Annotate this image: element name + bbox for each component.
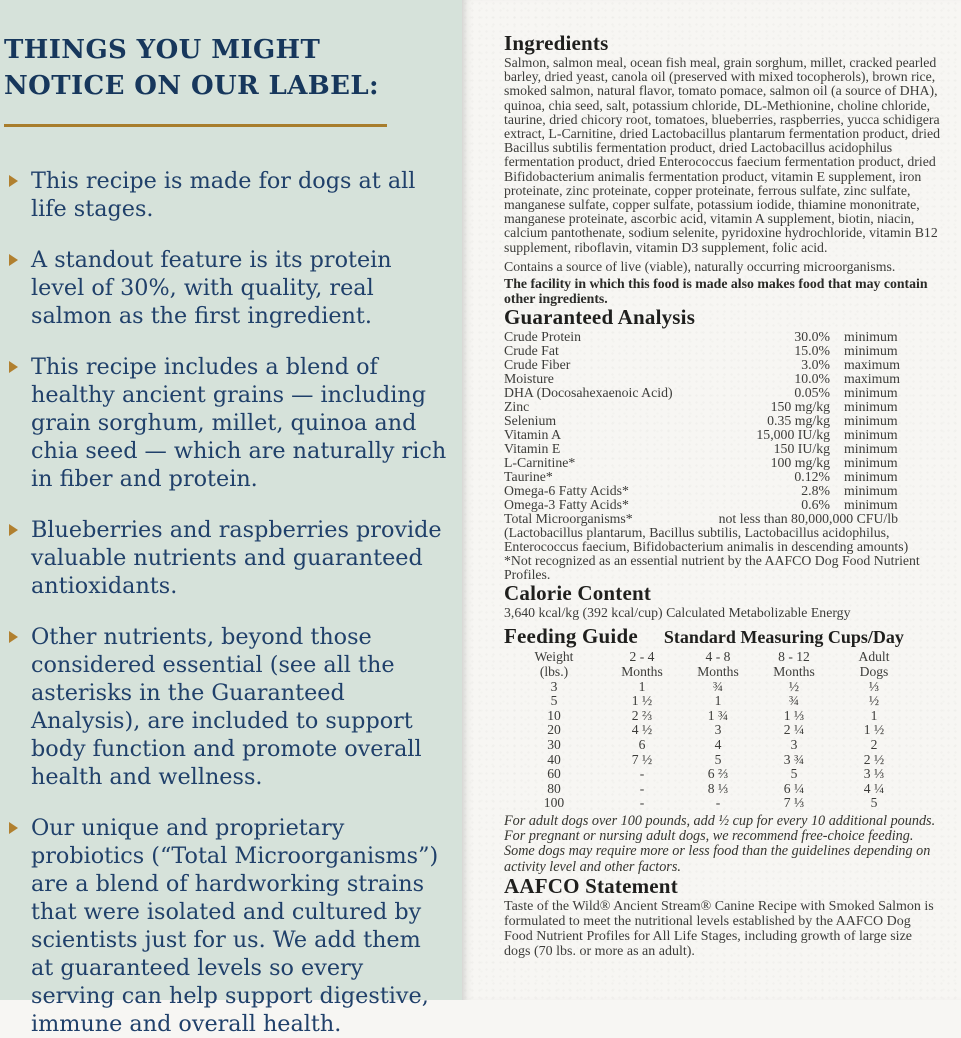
feeding-guide-cell: ½ — [788, 678, 800, 694]
label-panel — [462, 0, 961, 1000]
ga-qualifier: maximum — [844, 357, 900, 373]
ga-qualifier: maximum — [844, 371, 900, 387]
feeding-guide-cell: - — [639, 766, 645, 782]
aafco-heading: AAFCO Statement — [504, 873, 678, 898]
feeding-guide-cell: 80 — [547, 780, 561, 796]
feeding-guide-cell: 100 — [543, 795, 565, 811]
ga-row — [504, 372, 928, 386]
ga-nutrient: Zinc — [504, 399, 530, 415]
feeding-guide-cell: ¾ — [788, 693, 800, 709]
info-panel — [0, 0, 462, 1037]
feeding-guide-cell: 10 — [547, 707, 561, 723]
feeding-guide-cell: 1 — [638, 678, 646, 694]
ga-total-value: not less than 80,000,000 CFU/lb — [718, 511, 898, 527]
ga-row — [504, 442, 928, 456]
bullet-text: Other nutrients, beyond those considered essential (see all the asterisks in the Guaranteed Analysis), are included to support body function and promote overall health and wellness. — [31, 624, 422, 790]
feeding-guide-row — [504, 767, 916, 782]
feeding-guide-cell: 6 ⅔ — [707, 766, 729, 782]
ga-total-row — [504, 512, 928, 526]
ga-footnote-species: (Lactobacillus plantarum, Bacillus subtilis, Lactobacillus acidophilus, Enterococcus faecium, Bifidobacterium animalis in descending amounts) — [504, 525, 909, 555]
bullet-text: Our unique and proprietary probiotics (“Total Microorganisms”) are a blend of hardworking strains that were isolated and cultured by scientists just for us. We add them at guaranteed levels so every serving can help support digestive, immune and overall health. — [31, 815, 439, 1037]
ga-value: 30.0% — [794, 329, 830, 345]
feeding-guide-cell: ½ — [868, 693, 880, 709]
feeding-guide-table — [504, 650, 916, 811]
ga-qualifier: minimum — [844, 329, 898, 345]
page-title — [4, 32, 448, 104]
feeding-guide-cell: - — [639, 795, 645, 811]
ga-qualifier: minimum — [844, 497, 898, 513]
ga-row — [504, 414, 928, 428]
microorganisms-note: Contains a source of live (viable), naturally occurring microorganisms. — [504, 258, 896, 274]
feeding-guide-cell: 1 ½ — [631, 693, 653, 709]
bullet-text: This recipe is made for dogs at all life stages. — [31, 168, 416, 222]
feeding-guide-cell: 8 ⅓ — [707, 780, 729, 796]
feeding-guide-cell: - — [715, 795, 721, 811]
feeding-guide-cell: 2 ⅔ — [631, 707, 653, 723]
bullet-arrow-icon — [9, 361, 18, 373]
ga-nutrient: Selenium — [504, 413, 557, 429]
bullet-text: This recipe includes a blend of healthy ancient grains — including grain sorghum, millet, quinoa and chia seed — which are naturally rich in fiber and protein. — [31, 354, 447, 492]
feeding-guide-cell: ¾ — [712, 678, 724, 694]
column-header-bottom: Months — [773, 664, 815, 680]
ga-row — [504, 498, 928, 512]
feeding-guide-row — [504, 738, 916, 753]
ga-value: 0.05% — [794, 385, 830, 401]
column-header-top: Adult — [858, 649, 890, 665]
ga-nutrient: Moisture — [504, 371, 554, 387]
feeding-guide-column-header — [680, 650, 756, 679]
feeding-guide-cell: 5 — [870, 795, 878, 811]
ga-nutrient: Crude Fiber — [504, 357, 571, 373]
ga-value: 150 mg/kg — [770, 399, 830, 415]
feeding-guide-cell: 5 — [550, 693, 558, 709]
bullet-text: A standout feature is its protein level of 30%, with quality, real salmon as the first ingredient. — [31, 247, 392, 329]
ga-value: 2.8% — [801, 483, 830, 499]
feeding-guide-heading: Feeding Guide — [504, 624, 638, 649]
feeding-guide-row — [504, 680, 916, 695]
bullet-arrow-icon — [9, 631, 18, 643]
feeding-guide-cell: 2 ½ — [863, 751, 885, 767]
feeding-guide-cell: 4 ¼ — [863, 780, 885, 796]
feeding-guide-headrow — [504, 625, 942, 648]
ingredients-heading: Ingredients — [504, 31, 609, 55]
feeding-guide-cell: 6 ¼ — [783, 780, 805, 796]
bullet-arrow-icon — [9, 254, 18, 266]
column-header-top: Weight — [534, 649, 574, 665]
feeding-guide-cell: 40 — [547, 751, 561, 767]
feeding-guide-row — [504, 709, 916, 724]
column-header-bottom: Dogs — [859, 664, 889, 680]
ga-row — [504, 456, 928, 470]
bullet-text: Blueberries and raspberries provide valuable nutrients and guaranteed antioxidants. — [31, 517, 442, 599]
feeding-guide-cell: 5 — [714, 751, 722, 767]
ga-nutrient: Taurine* — [504, 469, 553, 485]
ga-qualifier: minimum — [844, 469, 898, 485]
bullet-arrow-icon — [9, 175, 18, 187]
column-header-bottom: Months — [621, 664, 663, 680]
column-header-bottom: Months — [697, 664, 739, 680]
feeding-guide-column-header — [756, 650, 832, 679]
ga-nutrient: Omega-6 Fatty Acids* — [504, 483, 629, 499]
page-title-line2: NOTICE ON OUR LABEL: — [4, 71, 380, 101]
feeding-guide-cell: 2 ¼ — [783, 722, 805, 738]
feeding-guide-row — [504, 782, 916, 797]
ga-nutrient: Vitamin A — [504, 427, 562, 443]
bullet-list — [4, 167, 448, 1038]
feeding-guide-row — [504, 753, 916, 768]
feeding-guide-cell: 1 ¾ — [707, 707, 729, 723]
ga-row — [504, 400, 928, 414]
feeding-guide-cell: 60 — [547, 766, 561, 782]
ga-row — [504, 344, 928, 358]
feeding-guide-cell: 3 — [714, 722, 722, 738]
ga-value: 3.0% — [801, 357, 830, 373]
feeding-guide-body — [504, 680, 916, 811]
ga-nutrient: DHA (Docosahexaenoic Acid) — [504, 385, 673, 401]
feeding-guide-cell: 1 — [870, 707, 878, 723]
feeding-guide-column-header — [504, 650, 604, 679]
feeding-guide-column-header — [604, 650, 680, 679]
ga-value: 0.6% — [801, 497, 830, 513]
feeding-guide-note: For adult dogs over 100 pounds, add ½ cup for every 10 additional pounds. For pregnant or nursing adult dogs, we recommend free-choice feeding. Some dogs may require more or less food than the guidelines depending on activity level and other factors. — [504, 812, 936, 875]
feeding-guide-row — [504, 694, 916, 709]
calorie-content-text: 3,640 kcal/kg (392 kcal/cup) Calculated Metabolizable Energy — [504, 605, 851, 621]
ga-qualifier: minimum — [844, 441, 898, 457]
ga-row — [504, 428, 928, 442]
guaranteed-analysis-table — [504, 330, 928, 512]
feeding-guide-cell: 4 — [714, 737, 722, 752]
ga-nutrient: Crude Protein — [504, 329, 582, 345]
ga-row — [504, 330, 928, 344]
facility-note: The facility in which this food is made also makes food that may contain other ingredients. — [504, 276, 928, 306]
feeding-guide-cell: 7 ⅓ — [783, 795, 805, 811]
ga-nutrient: L-Carnitine* — [504, 455, 576, 471]
feeding-guide-cell: 1 ⅓ — [783, 707, 805, 723]
feeding-guide-cell: 6 — [638, 737, 646, 752]
ga-row — [504, 358, 928, 372]
feeding-guide-cell: 1 — [714, 693, 722, 709]
ga-qualifier: minimum — [844, 343, 898, 359]
ga-total-nutrient: Total Microorganisms* — [504, 511, 633, 527]
ga-row — [504, 386, 928, 400]
bullet-item — [4, 246, 448, 330]
bullet-arrow-icon — [9, 524, 18, 536]
column-header-top: 2 - 4 — [629, 649, 655, 665]
feeding-guide-cell: ⅓ — [868, 678, 880, 694]
ga-qualifier: minimum — [844, 413, 898, 429]
feeding-guide-cell: 2 — [870, 737, 878, 752]
ga-row — [504, 470, 928, 484]
bullet-arrow-icon — [9, 822, 18, 834]
bullet-item — [4, 814, 448, 1038]
feeding-guide-cell: 3 ⅓ — [863, 766, 885, 782]
feeding-guide-cell: 7 ½ — [631, 751, 653, 767]
bullet-item — [4, 353, 448, 493]
feeding-guide-subheading: Standard Measuring Cups/Day — [663, 627, 904, 648]
ga-qualifier: minimum — [844, 483, 898, 499]
aafco-text: Taste of the Wild® Ancient Stream® Canine Recipe with Smoked Salmon is formulated to meet the nutritional levels established by the AAFCO Dog Food Nutrient Profiles for All Life Stages, including growth of large size dogs (70 lbs. or more as an adult). — [504, 898, 934, 960]
feeding-guide-cell: 3 — [550, 678, 558, 694]
bullet-item — [4, 167, 448, 223]
feeding-guide-cell: 3 ¾ — [783, 751, 805, 767]
ga-qualifier: minimum — [844, 385, 898, 401]
feeding-guide-header — [504, 650, 916, 679]
ga-footnote-asterisk: *Not recognized as an essential nutrient by the AAFCO Dog Food Nutrient Profiles. — [504, 553, 920, 583]
ga-qualifier: minimum — [844, 399, 898, 415]
ga-value: 0.12% — [794, 469, 830, 485]
page-title-line1: THINGS YOU MIGHT — [4, 35, 321, 65]
ga-nutrient: Omega-3 Fatty Acids* — [504, 497, 629, 513]
feeding-guide-cell: 20 — [547, 722, 561, 738]
feeding-guide-cell: 30 — [547, 737, 561, 752]
ga-row — [504, 484, 928, 498]
ga-value: 150 IU/kg — [773, 441, 830, 457]
feeding-guide-cell: 4 ½ — [631, 722, 653, 738]
gold-divider — [4, 124, 387, 127]
feeding-guide-cell: - — [639, 780, 645, 796]
feeding-guide-row — [504, 796, 916, 811]
ingredients-text: Salmon, salmon meal, ocean fish meal, grain sorghum, millet, cracked pearled barley, dried yeast, canola oil (preserved with mixed tocopherols), brown rice, smoked salmon, natural flavor, tomato pomace, salmon oil (a source of DHA), quinoa, chia seed, salt, potassium chloride, DL-Methionine, choline chloride, taurine, dried chicory root, tomatoes, blueberries, raspberries, yucca schidigera extract, L-Carnitine, dried Lactobacillus plantarum fermentation product, dried Bacillus subtilis fermentation product, dried Lactobacillus acidophilus fermentation product, dried Enterococcus faecium fermentation product, dried Bifidobacterium animalis fermentation product, vitamin E supplement, iron proteinate, zinc proteinate, copper proteinate, ferrous sulfate, zinc sulfate, manganese sulfate, copper sulfate, potassium iodide, thiamine mononitrate, manganese proteinate, ascorbic acid, vitamin A supplement, biotin, niacin, calcium pantothenate, sodium selenite, pyridoxine hydrochloride, vitamin B12 supplement, riboflavin, vitamin D3 supplement, folic acid. — [504, 55, 940, 255]
ga-qualifier: minimum — [844, 427, 898, 443]
feeding-guide-column-header — [832, 650, 916, 679]
ga-value: 15.0% — [794, 343, 830, 359]
ga-qualifier: minimum — [844, 455, 898, 471]
column-header-bottom: (lbs.) — [539, 664, 569, 680]
bullet-item — [4, 623, 448, 791]
calorie-content-heading: Calorie Content — [504, 581, 652, 606]
column-header-top: 8 - 12 — [778, 649, 810, 665]
ga-value: 100 mg/kg — [770, 455, 830, 471]
column-header-top: 4 - 8 — [705, 649, 731, 665]
feeding-guide-cell: 3 — [790, 737, 798, 752]
bullet-item — [4, 516, 448, 600]
ga-value: 15,000 IU/kg — [756, 427, 830, 443]
guaranteed-analysis-heading: Guaranteed Analysis — [504, 305, 696, 330]
feeding-guide-row — [504, 723, 916, 738]
feeding-guide-cell: 1 ½ — [863, 722, 885, 738]
ga-value: 10.0% — [794, 371, 830, 387]
ga-nutrient: Vitamin E — [504, 441, 561, 457]
feeding-guide-cell: 5 — [790, 766, 798, 782]
ga-value: 0.35 mg/kg — [767, 413, 830, 429]
ga-nutrient: Crude Fat — [504, 343, 559, 359]
